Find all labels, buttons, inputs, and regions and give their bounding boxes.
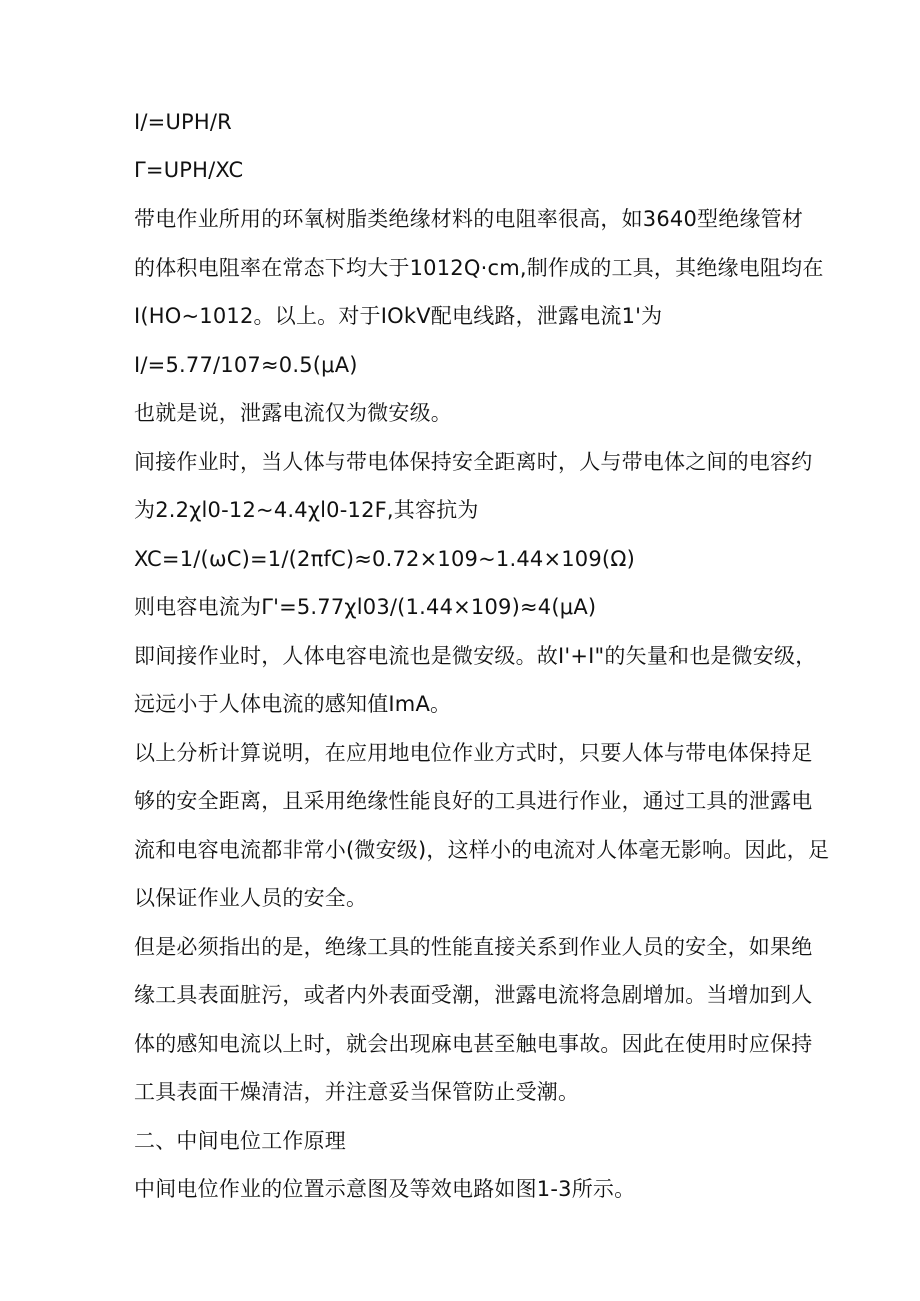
paragraph-line: 但是必须指出的是，绝缘工具的性能直接关系到作业人员的安全，如果绝 — [134, 935, 813, 959]
formula-reactance: XC=1/(ωC)=1/(2πfC)≈0.72×109~1.44×109(Ω) — [134, 547, 635, 571]
formula-leakage-value: I/=5.77/107≈0.5(μA) — [134, 353, 358, 377]
paragraph-line: 以保证作业人员的安全。 — [134, 886, 368, 910]
paragraph-line: 缘工具表面脏污，或者内外表面受潮，泄露电流将急剧增加。当增加到人 — [134, 983, 813, 1007]
paragraph-line: 体的感知电流以上时，就会出现麻电甚至触电事故。因此在使用时应保持 — [134, 1032, 813, 1056]
formula-capacitive-current-value: 则电容电流为Γ'=5.77χl03/(1.44×109)≈4(μA) — [134, 595, 597, 619]
paragraph-line: 够的安全距离，且采用绝缘性能良好的工具进行作业，通过工具的泄露电 — [134, 789, 813, 813]
paragraph-line: 以上分析计算说明，在应用地电位作业方式时，只要人体与带电体保持足 — [134, 741, 813, 765]
paragraph-line: 中间电位作业的位置示意图及等效电路如图1-3所示。 — [134, 1177, 636, 1201]
paragraph-line: 远远小于人体电流的感知值ImA。 — [134, 692, 452, 716]
paragraph-line: 间接作业时，当人体与带电体保持安全距离时，人与带电体之间的电容约 — [134, 450, 813, 474]
paragraph-line: 带电作业所用的环氧树脂类绝缘材料的电阻率很高，如3640型绝缘管材 — [134, 207, 804, 231]
formula-leakage-current-r: I/=UPH/R — [134, 110, 232, 134]
paragraph-line: 流和电容电流都非常小(微安级)，这样小的电流对人体毫无影响。因此，足 — [134, 838, 830, 862]
paragraph-line: 工具表面干燥清洁，并注意妥当保管防止受潮。 — [134, 1080, 580, 1104]
paragraph-line: 即间接作业时，人体电容电流也是微安级。故I'+I"的矢量和也是微安级， — [134, 644, 817, 668]
paragraph-line: 为2.2χl0-12~4.4χl0-12F,其容抗为 — [134, 498, 479, 522]
section-heading: 二、中间电位工作原理 — [134, 1129, 346, 1153]
formula-capacitive-current-xc: Γ=UPH/XC — [134, 158, 244, 182]
paragraph-line: 的体积电阻率在常态下均大于1012Q·cm,制作成的工具，其绝缘电阻均在 — [134, 256, 824, 280]
paragraph-line: 也就是说，泄露电流仅为微安级。 — [134, 401, 452, 425]
paragraph-line: I(HO~1012。以上。对于IOkV配电线路，泄露电流1'为 — [134, 304, 663, 328]
